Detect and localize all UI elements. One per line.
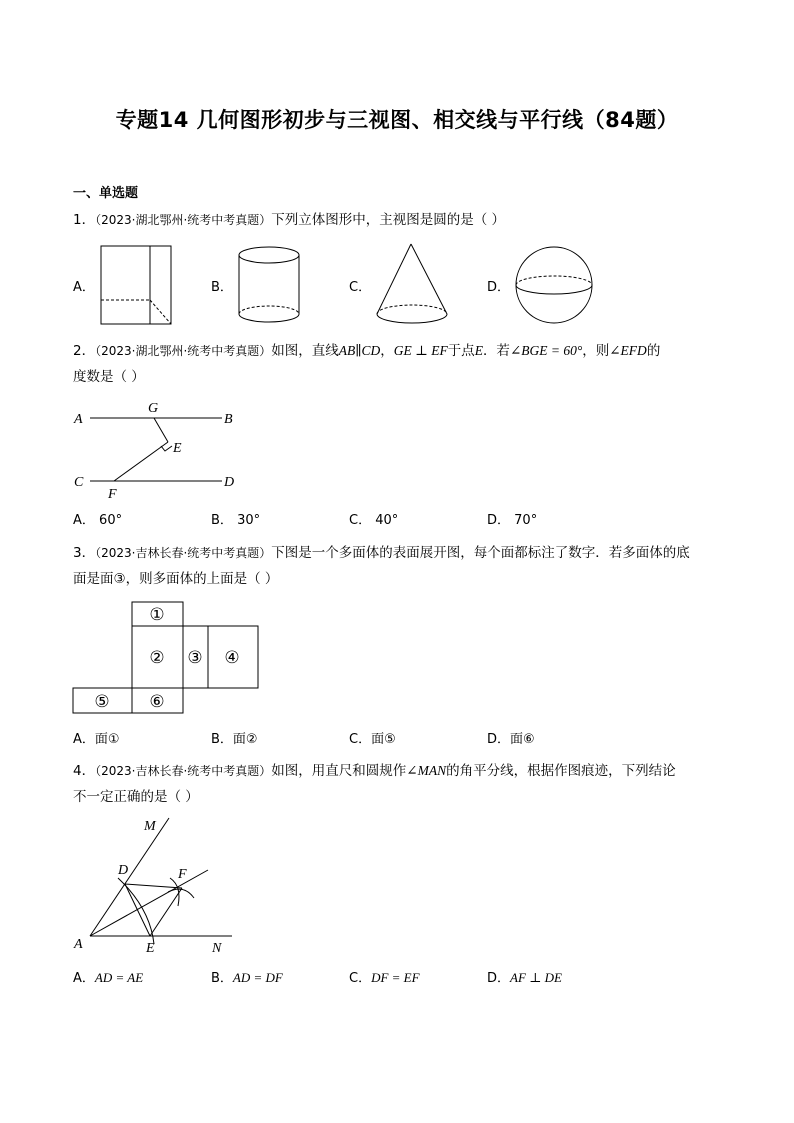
face-3: ③ [187, 648, 203, 667]
q1-option-c-letter: C． [349, 280, 372, 295]
q2-math-ge-ef: GE ⊥ EF [393, 343, 448, 358]
option-text: AF ⊥ DE [510, 970, 562, 985]
sphere-figure [512, 243, 596, 327]
label-n: N [212, 941, 222, 954]
section-heading: 一、单选题 [73, 186, 139, 201]
q1-text: 下列立体图形中，主视图是圆的是（ ） [271, 212, 506, 228]
q3-source: （2023·吉林长春·统考中考真题） [95, 546, 272, 560]
q2-option-b [211, 509, 260, 528]
option-text: DF = EF [371, 970, 420, 985]
face-1: ① [149, 605, 165, 624]
q3-option-a [73, 728, 120, 747]
q3-option-d [487, 728, 535, 747]
label-a: A [74, 412, 83, 427]
option-text: 40° [375, 513, 399, 528]
q2-option-d [487, 509, 537, 528]
face-5: ⑤ [94, 692, 110, 711]
option-letter: A． [73, 513, 95, 528]
q2-option-a [73, 509, 122, 528]
option-letter: B． [211, 971, 233, 986]
question-2 [73, 338, 723, 390]
label-c: C [74, 475, 84, 490]
q3-text: 下图是一个多面体的表面展开图，每个面都标注了数字．若多面体的底 [271, 545, 690, 561]
label-e: E [173, 441, 182, 456]
page-title: 专题14 几何图形初步与三视图、相交线与平行线（84题） [115, 108, 679, 132]
q4-text-part: 如图，用直尺和圆规作 [271, 763, 407, 779]
q2-text-part: ．若 [482, 343, 510, 359]
option-text: 70° [514, 513, 538, 528]
q2-text-part: 于点 [447, 343, 475, 359]
q4-line2: 不一定正确的是（ ） [73, 789, 199, 805]
q2-math-angle-bge: ∠BGE = 60° [509, 343, 583, 358]
option-text: AD = AE [94, 970, 144, 985]
option-letter: C． [349, 513, 372, 528]
net-figure [70, 600, 262, 716]
label-a: A [74, 937, 83, 952]
face-2: ② [149, 648, 165, 667]
option-letter: D． [487, 732, 511, 747]
q4-number: 4． [73, 763, 96, 779]
face-6: ⑥ [149, 692, 165, 711]
q4-math-angle-man: ∠MAN [406, 763, 447, 778]
option-letter: D． [487, 971, 511, 986]
option-letter: D． [487, 513, 511, 528]
option-letter: A． [73, 971, 95, 986]
q2-option-c [349, 509, 398, 528]
q2-math-e: E [474, 343, 483, 358]
q1-number: 1． [73, 212, 96, 228]
option-letter: B． [211, 732, 233, 747]
label-f: F [178, 867, 187, 882]
option-text: 面① [94, 732, 120, 747]
q3-option-c [349, 728, 396, 747]
option-letter: A． [73, 732, 95, 747]
q2-text-part: ，则 [582, 343, 610, 359]
q1-source: （2023·湖北鄂州·统考中考真题） [95, 213, 272, 227]
q4-option-a [73, 967, 143, 986]
q3-number: 3． [73, 545, 96, 561]
label-e: E [146, 941, 155, 954]
option-text: 面② [232, 732, 258, 747]
q2-text-part: ， [380, 343, 394, 359]
label-d: D [118, 863, 129, 878]
q1-option-d-letter: D． [487, 280, 511, 295]
angle-bisector-figure [66, 812, 242, 954]
option-text: 30° [237, 513, 261, 528]
question-4 [73, 758, 723, 810]
q2-text-part: 如图，直线 [271, 343, 339, 359]
q1-option-b-letter: B． [211, 280, 233, 295]
q2-number: 2． [73, 343, 96, 359]
q3-option-b [211, 728, 258, 747]
label-b: B [224, 412, 233, 427]
q1-option-a-letter: A． [73, 280, 95, 295]
option-text: 面⑥ [510, 732, 535, 747]
q2-source: （2023·湖北鄂州·统考中考真题） [95, 344, 272, 358]
q3-line2: 面是面③，则多面体的上面是（ ） [73, 571, 279, 587]
q4-option-c [349, 967, 420, 986]
cylinder-figure [234, 243, 304, 327]
q4-text-part: 的角平分线，根据作图痕迹，下列结论 [446, 763, 676, 779]
parallel-lines-figure [70, 398, 250, 502]
option-letter: B． [211, 513, 233, 528]
question-1 [73, 207, 723, 233]
face-4: ④ [224, 648, 240, 667]
cone-figure [372, 240, 454, 328]
label-d: D [224, 475, 235, 490]
question-3 [73, 540, 723, 592]
label-g: G [148, 401, 159, 416]
triangular-prism-figure [96, 240, 176, 328]
q2-text-part: 的 [646, 343, 661, 359]
option-text: 面⑤ [371, 732, 396, 747]
q2-math-angle-efd: ∠EFD [609, 343, 647, 358]
q4-option-d [487, 967, 562, 986]
option-letter: C． [349, 971, 372, 986]
label-f: F [108, 487, 117, 502]
option-text: AD = DF [232, 970, 283, 985]
q2-math-ab-cd: AB∥CD [338, 343, 381, 358]
q2-line2: 度数是（ ） [73, 369, 145, 385]
option-text: 60° [99, 513, 123, 528]
q4-option-b [211, 967, 283, 986]
q4-source: （2023·吉林长春·统考中考真题） [95, 764, 272, 778]
label-m: M [144, 819, 156, 834]
option-letter: C． [349, 732, 372, 747]
